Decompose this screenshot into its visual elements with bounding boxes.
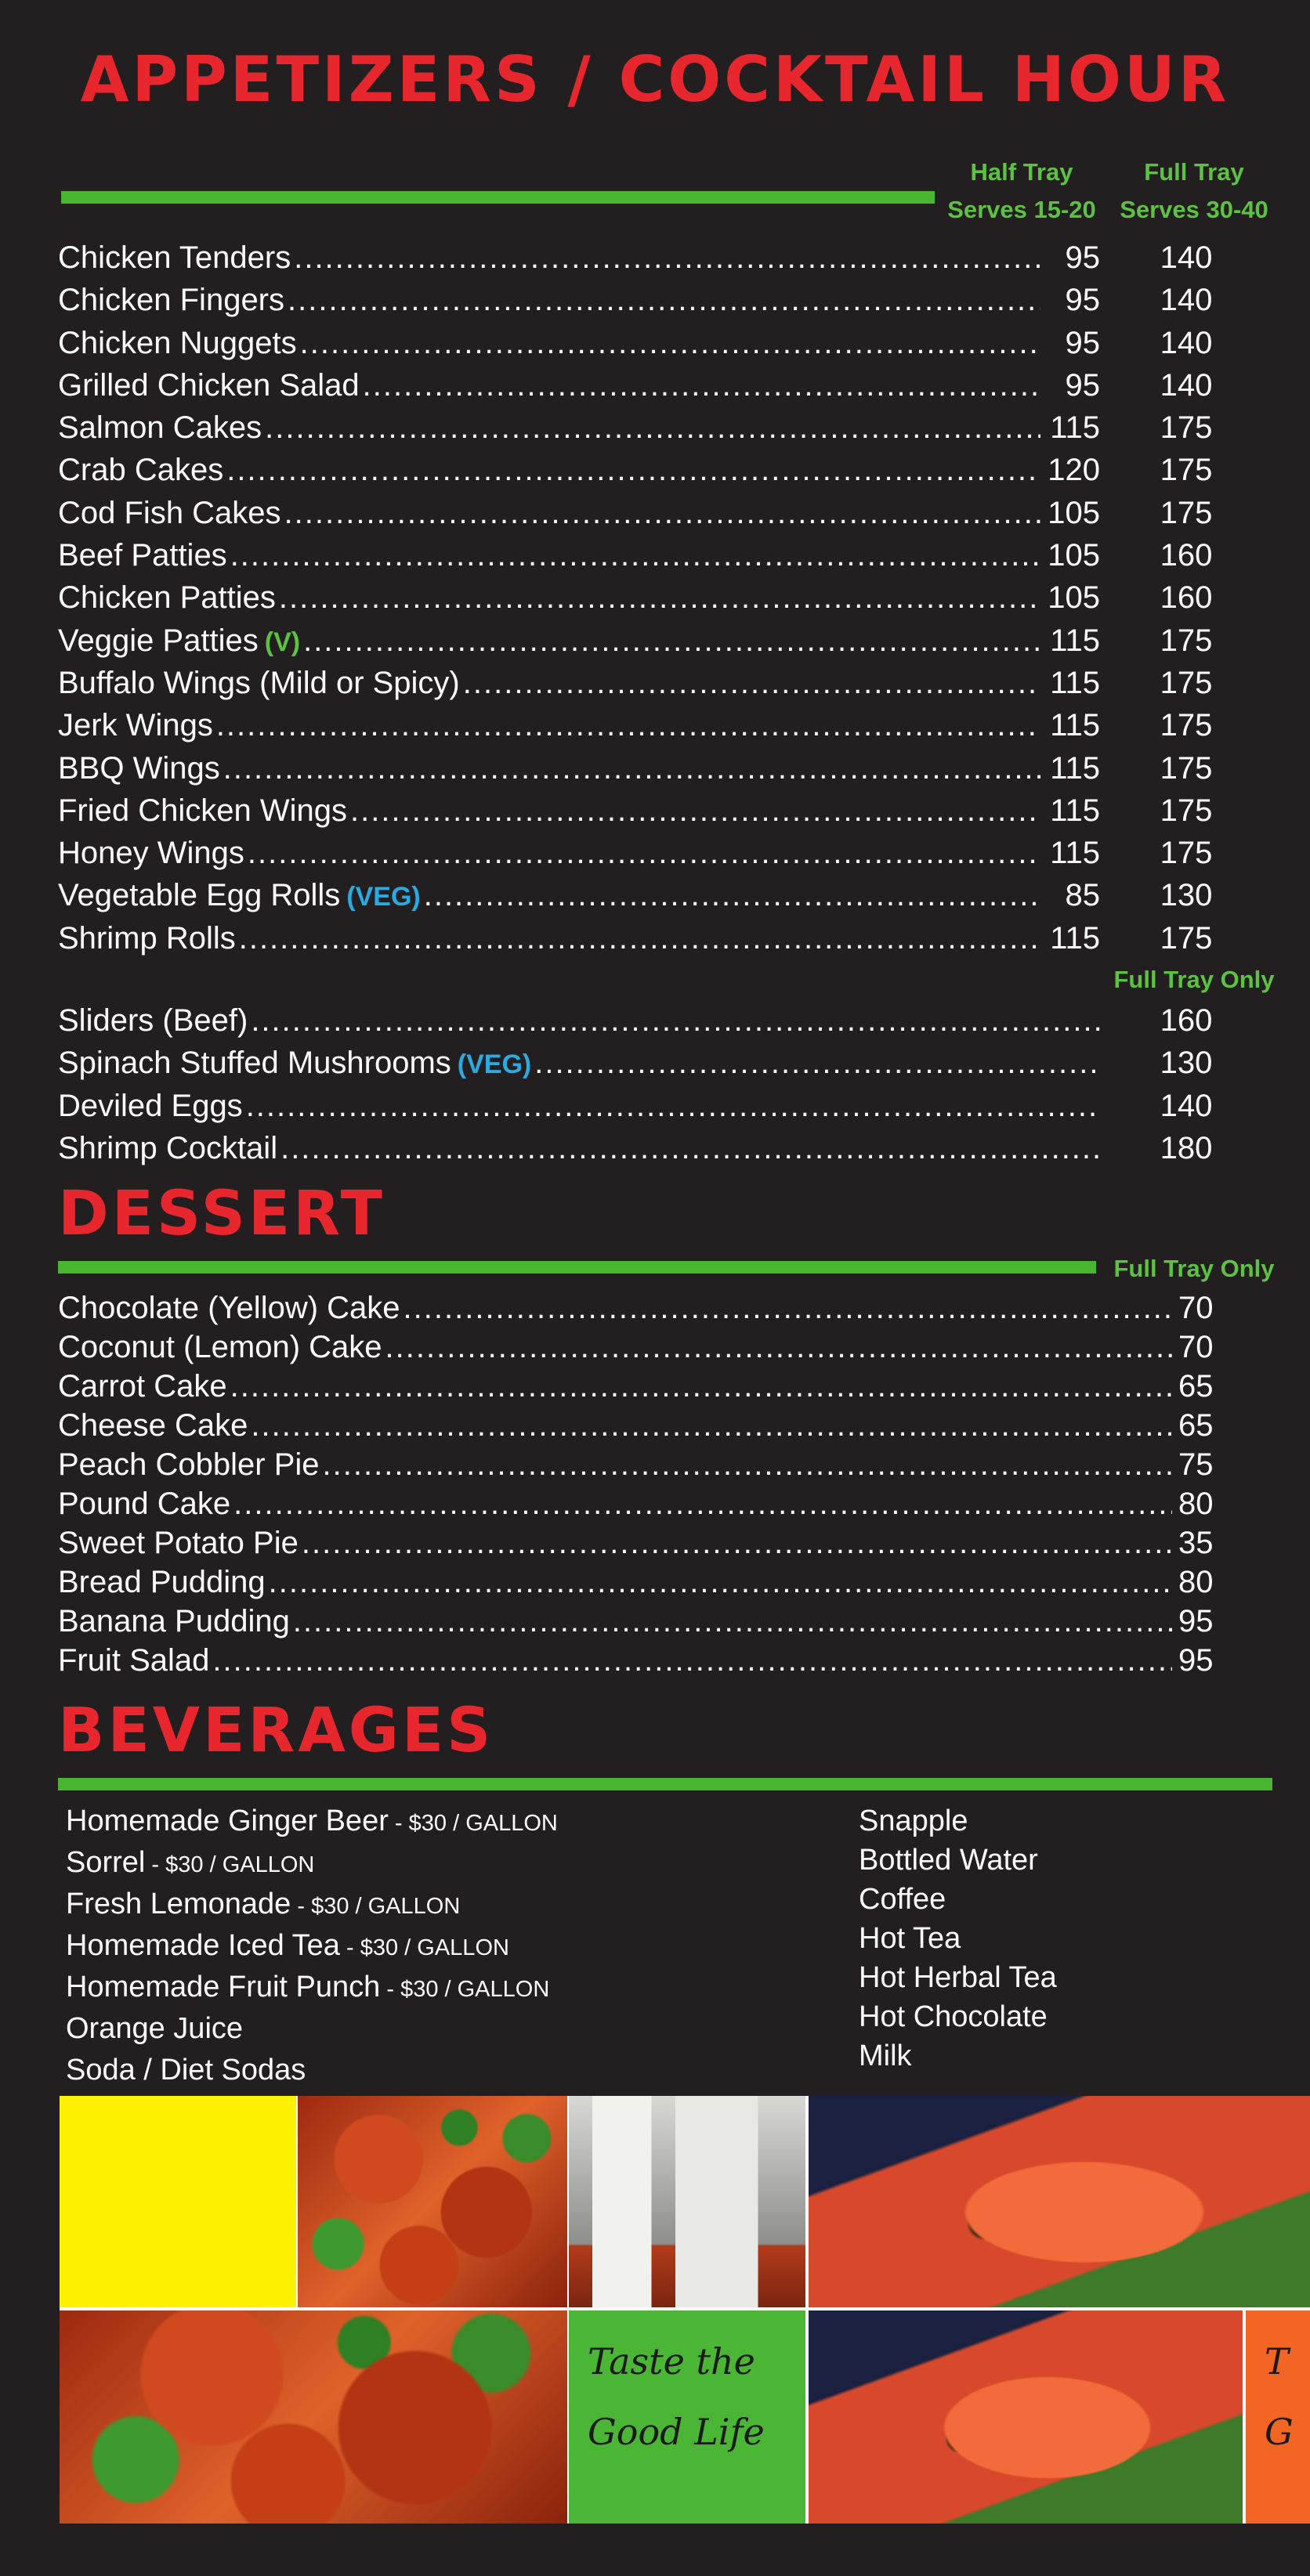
price: 95 — [1178, 1643, 1214, 1678]
item-name: Cod Fish Cakes — [58, 495, 281, 530]
half-tray-price: 115 — [1050, 920, 1100, 956]
price: 95 — [1178, 1604, 1214, 1638]
beverage-item: Hot Tea — [859, 1922, 961, 1955]
menu-item-row — [58, 1042, 1272, 1084]
tagline-tile — [569, 2310, 805, 2524]
beverage-name: Homemade Iced Tea — [66, 1929, 340, 1962]
item-name: Spinach Stuffed Mushrooms — [58, 1046, 451, 1081]
menu-item-row — [58, 1127, 1272, 1169]
full-tray-price: 160 — [1160, 538, 1213, 573]
dessert-divider — [58, 1261, 1096, 1274]
item-name: Veggie Patties — [58, 623, 259, 658]
beverage-name: Orange Juice — [66, 2012, 244, 2045]
dot-leader — [300, 620, 1040, 662]
item-name: Beef Patties — [58, 538, 227, 573]
item-name: Banana Pudding — [58, 1604, 290, 1638]
half-tray-price: 95 — [1065, 283, 1100, 318]
half-tray-price: 115 — [1050, 793, 1100, 828]
full-tray-serves: Serves 30-40 — [1120, 196, 1268, 223]
beverage-item: Hot Chocolate — [859, 2000, 1048, 2033]
dot-leader — [227, 1367, 1172, 1406]
full-tray-price: 175 — [1160, 836, 1213, 871]
item-name: Pound Cake — [58, 1487, 231, 1521]
dot-leader — [320, 1445, 1172, 1484]
full-tray-price: 175 — [1160, 623, 1213, 658]
diet-tag: (VEG) — [346, 882, 421, 912]
dot-leader — [220, 747, 1040, 789]
half-tray-price: 115 — [1050, 665, 1100, 700]
item-name: Bread Pudding — [58, 1565, 266, 1599]
price: 75 — [1178, 1447, 1214, 1482]
appetizers-title: APPETIZERS / COCKTAIL HOUR — [80, 43, 1230, 116]
item-name: BBQ Wings — [58, 750, 220, 786]
half-tray-serves: Serves 15-20 — [947, 196, 1096, 223]
item-name: Sweet Potato Pie — [58, 1526, 299, 1560]
diet-tag: (VEG) — [457, 1050, 532, 1080]
half-tray-price: 115 — [1050, 836, 1100, 871]
half-tray-price: 95 — [1065, 240, 1100, 275]
menu-item-row — [58, 1406, 1249, 1445]
photo-strip — [60, 2096, 1310, 2524]
item-name: Fried Chicken Wings — [58, 793, 348, 828]
menu-item-row — [58, 789, 1272, 832]
beverage-price: - $30 / GALLON — [380, 1977, 550, 2002]
half-tray-price: 105 — [1048, 538, 1100, 573]
half-tray-header — [940, 154, 1103, 229]
full-tray-label: Full Tray — [1144, 158, 1244, 186]
menu-item-row — [58, 704, 1272, 746]
menu-item-row — [58, 747, 1272, 789]
item-name: Chicken Fingers — [58, 283, 285, 318]
menu-item-row — [58, 279, 1272, 321]
item-name: Deviled Eggs — [58, 1088, 243, 1123]
half-tray-price: 120 — [1048, 453, 1100, 488]
menu-item-row — [58, 1288, 1249, 1328]
menu-item-row — [58, 662, 1272, 704]
full-tray-price: 130 — [1160, 1046, 1213, 1081]
dessert-title: DESSERT — [58, 1179, 385, 1249]
fish-photo-top — [809, 2096, 1310, 2307]
orange-tile — [1246, 2310, 1310, 2524]
dot-leader — [400, 1288, 1172, 1328]
full-tray-header — [1113, 154, 1276, 229]
full-tray-price: 175 — [1160, 793, 1213, 828]
dot-leader — [299, 1523, 1172, 1563]
menu-item-row — [58, 449, 1272, 491]
beverage-item: Coffee — [859, 1883, 946, 1916]
beverages-divider — [58, 1778, 1272, 1790]
item-name: Grilled Chicken Salad — [58, 367, 360, 403]
dot-leader — [209, 1641, 1172, 1680]
price: 70 — [1178, 1330, 1214, 1364]
menu-item-row — [58, 1563, 1249, 1602]
dot-leader — [291, 237, 1040, 279]
orange-tile-glyph-2: G — [1265, 2411, 1294, 2453]
tagline-line-1: Taste the — [588, 2340, 755, 2383]
beverage-item — [66, 1843, 558, 1884]
full-tray-price: 175 — [1160, 920, 1213, 956]
full-tray-price: 130 — [1160, 878, 1213, 913]
glasses-photo — [569, 2096, 805, 2307]
full-tray-price: 140 — [1160, 1088, 1213, 1123]
wings-photo-top — [298, 2096, 567, 2307]
full-tray-price: 160 — [1160, 580, 1213, 616]
full-tray-price: 175 — [1160, 665, 1213, 700]
dot-leader — [266, 1563, 1172, 1602]
dot-leader — [460, 662, 1040, 704]
half-tray-price: 115 — [1050, 750, 1100, 786]
menu-item-row — [58, 1641, 1249, 1680]
menu-item-row — [58, 322, 1272, 364]
menu-item-row — [58, 1484, 1249, 1523]
beverages-title: BEVERAGES — [58, 1696, 494, 1766]
beverage-item — [66, 2050, 558, 2092]
dot-leader — [281, 492, 1040, 534]
dot-leader — [382, 1328, 1172, 1367]
dot-leader — [284, 279, 1040, 321]
dot-leader — [223, 449, 1040, 491]
dessert-full-tray-only: Full Tray Only — [1113, 1255, 1275, 1282]
full-tray-price: 160 — [1160, 1003, 1213, 1038]
menu-item-row — [58, 1085, 1272, 1127]
dot-leader — [276, 576, 1040, 619]
appetizer-list — [58, 237, 1272, 959]
orange-tile-glyph-1: T — [1265, 2340, 1289, 2383]
item-name: Chicken Nuggets — [58, 325, 297, 360]
full-tray-price: 175 — [1160, 453, 1213, 488]
full-tray-price: 175 — [1160, 708, 1213, 743]
beverage-item: Milk — [859, 2039, 912, 2072]
item-name: Chicken Patties — [58, 580, 276, 616]
dot-leader — [236, 917, 1040, 959]
half-tray-price: 105 — [1048, 580, 1100, 616]
full-tray-price: 180 — [1160, 1130, 1213, 1165]
full-tray-price: 140 — [1160, 367, 1213, 403]
menu-item-row — [58, 1367, 1249, 1406]
item-name: Cheese Cake — [58, 1408, 248, 1443]
item-name: Chicken Tenders — [58, 240, 291, 275]
menu-item-row — [58, 620, 1272, 662]
beverage-item — [66, 1801, 558, 1843]
dot-leader — [262, 406, 1040, 449]
item-name: Jerk Wings — [58, 708, 213, 743]
item-name: Fruit Salad — [58, 1643, 210, 1678]
half-tray-price: 115 — [1050, 410, 1100, 446]
half-tray-label: Half Tray — [970, 158, 1073, 186]
full-tray-price: 140 — [1160, 325, 1213, 360]
half-tray-price: 85 — [1065, 878, 1100, 913]
beverage-price: - $30 / GALLON — [291, 1894, 461, 1919]
item-name: Shrimp Cocktail — [58, 1130, 278, 1165]
dot-leader — [297, 322, 1040, 364]
full-tray-price: 175 — [1160, 495, 1213, 530]
beverage-item — [66, 1926, 558, 1967]
price: 65 — [1178, 1408, 1214, 1443]
menu-item-row — [58, 406, 1272, 449]
dot-leader — [531, 1042, 1100, 1084]
menu-item-row — [58, 832, 1272, 874]
item-name: Chocolate (Yellow) Cake — [58, 1291, 400, 1325]
item-name: Vegetable Egg Rolls — [58, 878, 341, 913]
dessert-list — [58, 1288, 1249, 1680]
wings-photo-bottom — [60, 2310, 567, 2524]
item-name: Coconut (Lemon) Cake — [58, 1330, 382, 1364]
menu-item-row — [58, 1602, 1249, 1641]
beverage-name: Homemade Ginger Beer — [66, 1805, 389, 1837]
price: 80 — [1178, 1487, 1214, 1521]
beverages-right-column — [859, 1801, 1057, 2076]
price: 70 — [1178, 1291, 1214, 1325]
dot-leader — [248, 1406, 1172, 1445]
tagline-line-2: Good Life — [588, 2411, 765, 2453]
full-tray-price: 140 — [1160, 283, 1213, 318]
beverage-price: - $30 / GALLON — [388, 1811, 558, 1836]
beverage-name: Soda / Diet Sodas — [66, 2054, 306, 2086]
item-name: Sliders (Beef) — [58, 1003, 248, 1038]
appetizer-full-only-list — [58, 999, 1272, 1169]
full-tray-price: 175 — [1160, 410, 1213, 446]
beverage-name: Homemade Fruit Punch — [66, 1971, 381, 2003]
beverage-name: Sorrel — [66, 1846, 146, 1879]
menu-item-row — [58, 1445, 1249, 1484]
item-name: Shrimp Rolls — [58, 920, 236, 956]
beverage-name: Fresh Lemonade — [66, 1888, 291, 1920]
beverage-item: Hot Herbal Tea — [859, 1961, 1057, 1994]
dot-leader — [230, 1484, 1172, 1523]
beverage-item: Bottled Water — [859, 1844, 1038, 1877]
item-name: Carrot Cake — [58, 1369, 227, 1404]
menu-item-row — [58, 237, 1272, 279]
beverage-price: - $30 / GALLON — [339, 1935, 509, 1960]
menu-item-row — [58, 917, 1272, 959]
menu-item-row — [58, 1328, 1249, 1367]
beverage-price: - $30 / GALLON — [145, 1852, 315, 1877]
item-name: Buffalo Wings (Mild or Spicy) — [58, 665, 460, 700]
price: 35 — [1178, 1526, 1214, 1560]
fish-photo-bottom — [809, 2310, 1243, 2524]
menu-item-row — [58, 1523, 1249, 1563]
menu-item-row — [58, 534, 1272, 576]
yellow-tile — [60, 2096, 296, 2307]
dot-leader — [421, 874, 1040, 916]
dot-leader — [290, 1602, 1172, 1641]
item-name: Honey Wings — [58, 836, 244, 871]
beverage-item — [66, 1967, 558, 2009]
menu-item-row — [58, 874, 1272, 916]
diet-tag: (V) — [264, 627, 301, 657]
half-tray-price: 105 — [1048, 495, 1100, 530]
dot-leader — [244, 832, 1040, 874]
beverage-item — [66, 2009, 558, 2050]
half-tray-price: 95 — [1065, 325, 1100, 360]
dot-leader — [248, 999, 1100, 1042]
full-tray-price: 140 — [1160, 240, 1213, 275]
half-tray-price: 115 — [1050, 708, 1100, 743]
price: 80 — [1178, 1565, 1214, 1599]
dot-leader — [277, 1127, 1100, 1169]
item-name: Salmon Cakes — [58, 410, 262, 446]
dot-leader — [243, 1085, 1100, 1127]
dot-leader — [360, 364, 1040, 406]
menu-item-row — [58, 364, 1272, 406]
dot-leader — [347, 789, 1040, 832]
price: 65 — [1178, 1369, 1214, 1404]
dot-leader — [227, 534, 1040, 576]
half-tray-price: 95 — [1065, 367, 1100, 403]
menu-item-row — [58, 576, 1272, 619]
beverage-item — [66, 1884, 558, 1926]
dot-leader — [213, 704, 1040, 746]
appetizers-divider — [61, 191, 935, 204]
full-tray-price: 175 — [1160, 750, 1213, 786]
beverages-left-column — [66, 1801, 558, 2092]
menu-item-row — [58, 999, 1272, 1042]
half-tray-price: 115 — [1050, 623, 1100, 658]
beverage-item: Snapple — [859, 1805, 968, 1837]
item-name: Peach Cobbler Pie — [58, 1447, 320, 1482]
item-name: Crab Cakes — [58, 453, 224, 488]
menu-item-row — [58, 492, 1272, 534]
appetizers-full-tray-only: Full Tray Only — [1113, 966, 1275, 993]
